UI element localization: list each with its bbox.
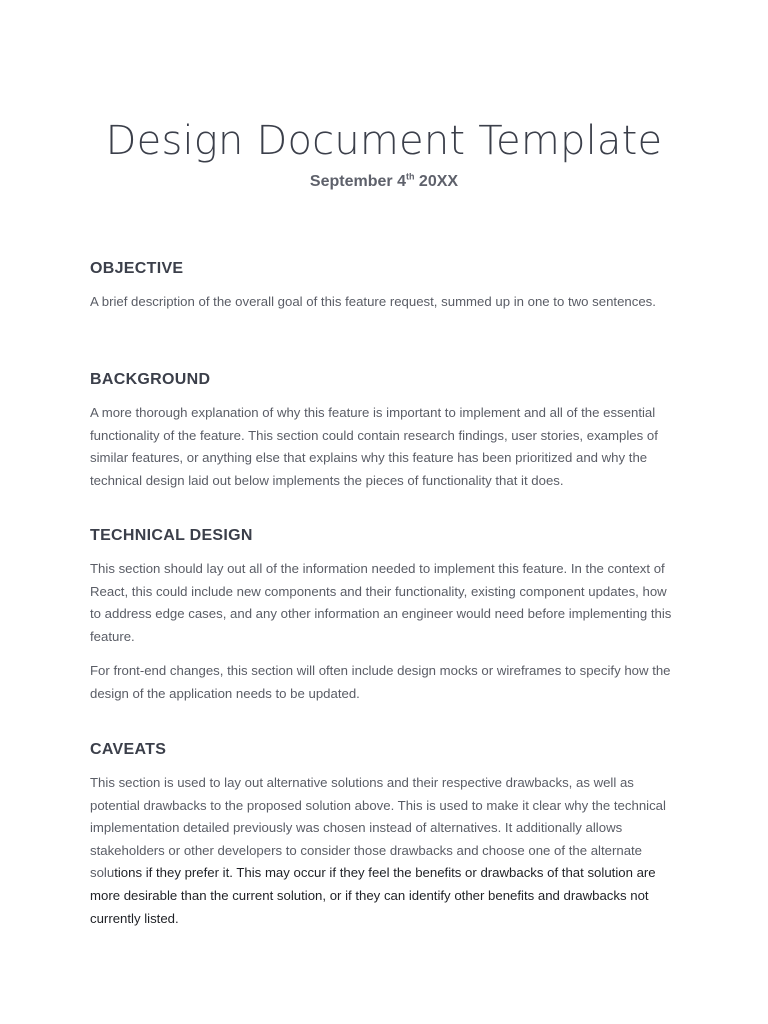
- technical-design-paragraph-2: For front-end changes, this section will often include design mocks or wireframes to specify how the design of the application needs to be updated.: [90, 663, 671, 701]
- objective-paragraph: A brief description of the overall goal of this feature request, summed up in one to two sentences.: [90, 294, 656, 309]
- document-date: [90, 172, 678, 192]
- document-title: Design Document Template: [105, 118, 663, 164]
- section-caveats: [90, 740, 680, 930]
- technical-design-paragraph-1: This section should lay out all of the information needed to implement this feature. In the context of React, this could include new components and their functionality, existing component updates, how to address edge cases, and any other information an engineer would need before implementing this feature.: [90, 561, 672, 644]
- background-paragraph: A more thorough explanation of why this feature is important to implement and all of the essential functionality of the feature. This section could contain research findings, user stories, examples of similar features, or anything else that explains why this feature has been prioritized and why the technical design laid out below implements the pieces of functionality that it does.: [90, 405, 658, 488]
- section-objective: [90, 259, 680, 314]
- section-background: [90, 370, 680, 492]
- caveats-paragraph: [90, 772, 680, 930]
- section-heading-caveats: CAVEATS: [90, 741, 167, 758]
- date-ordinal-suffix: th: [405, 171, 415, 182]
- section-heading-background: BACKGROUND: [90, 371, 211, 388]
- caveats-text-dark: tions if they prefer it. This may occur if they feel the benefits or drawbacks of that solution are more desirable than the current solution, or if they can identify other benefits and drawbacks not currently listed.: [90, 865, 656, 926]
- date-prefix: September 4: [309, 173, 406, 190]
- section-heading-objective: OBJECTIVE: [90, 260, 184, 277]
- section-heading-technical-design: TECHNICAL DESIGN: [90, 527, 253, 544]
- section-technical-design: [90, 526, 680, 706]
- date-year: 20XX: [414, 173, 459, 190]
- caveats-text-gray: This section is used to lay out alternative solutions and their respective drawbacks, as well as potential drawbacks to the proposed solution above. This is used to make it clear why the technical implementation detailed previously was chosen instead of alternatives. It additionally allows stakeholders or other developers to consider those drawbacks and choose one of the alternate solu: [90, 775, 666, 881]
